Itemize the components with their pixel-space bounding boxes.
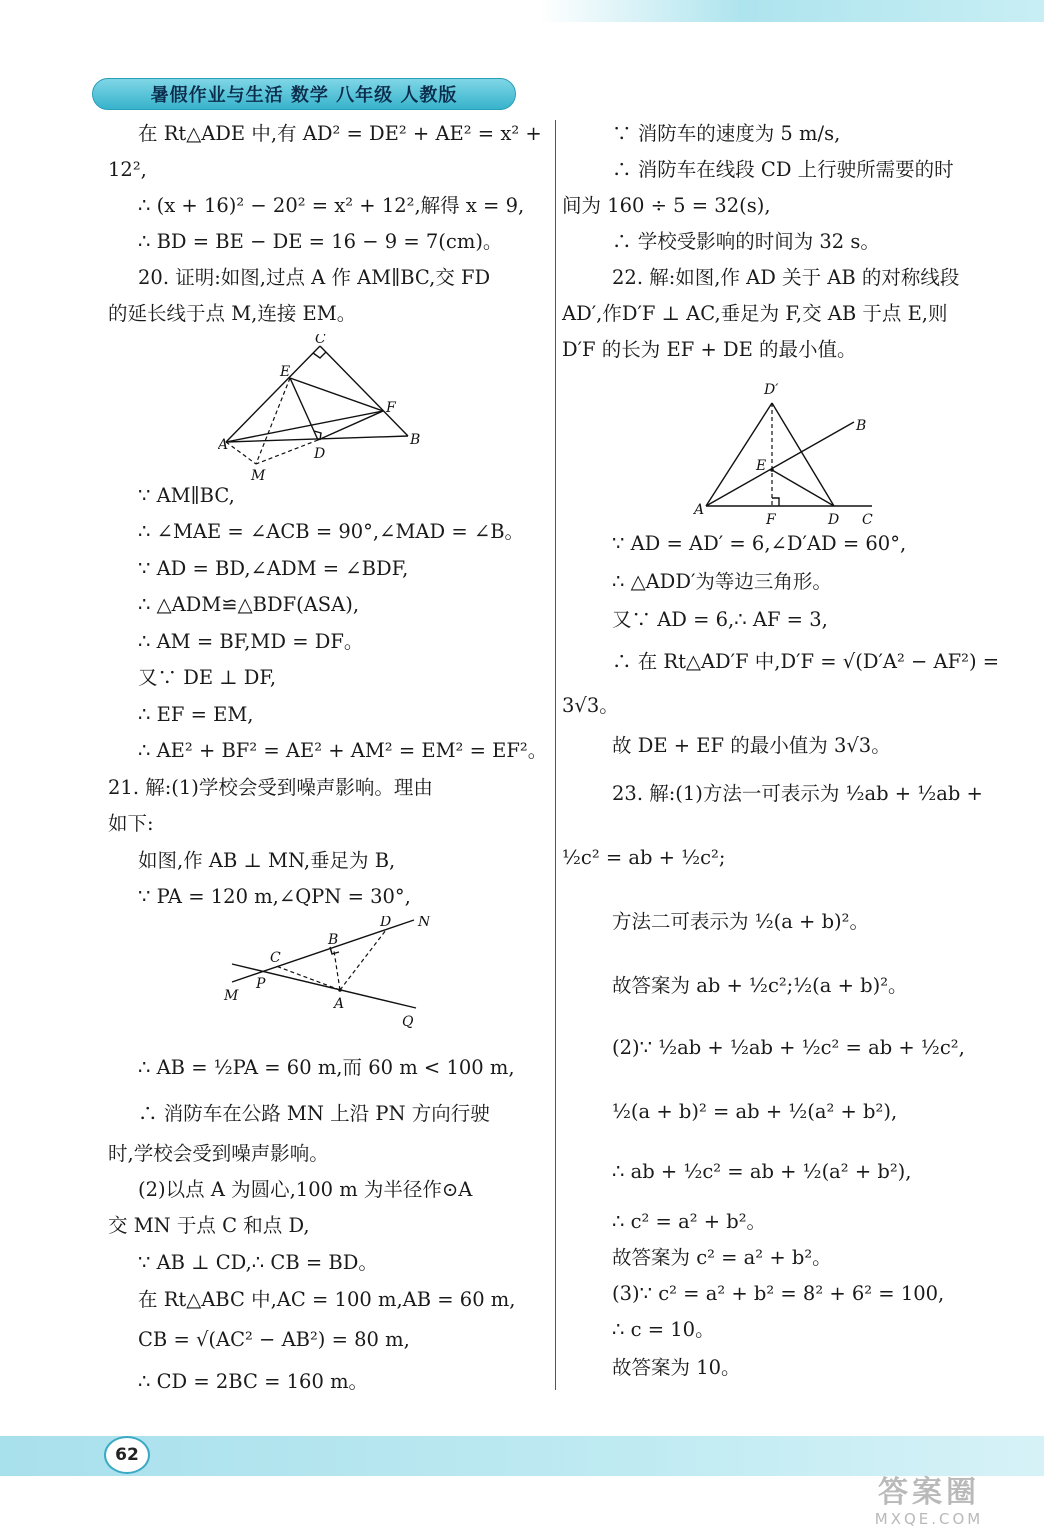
text-line: ∴ 消防车在线段 CD 上行驶所需要的时 bbox=[612, 158, 954, 181]
text-line: 在 Rt△ADE 中,有 AD² = DE² + AE² = x² + bbox=[138, 122, 542, 145]
vertex-label: D bbox=[314, 446, 326, 462]
text-line: 20. 证明:如图,过点 A 作 AM∥BC,交 FD bbox=[138, 266, 491, 289]
text-line: ∴ EF = EM, bbox=[138, 703, 254, 726]
text-line: ∴ BD = BE − DE = 16 − 9 = 7(cm)。 bbox=[138, 230, 503, 253]
text-line: 的延长线于点 M,连接 EM。 bbox=[108, 302, 357, 325]
point-label: M bbox=[224, 988, 239, 1004]
point-label: D′ bbox=[764, 382, 779, 398]
book-header-banner bbox=[92, 78, 516, 110]
text-line: 如图,作 AB ⊥ MN,垂足为 B, bbox=[138, 849, 396, 872]
point-label: N bbox=[418, 916, 431, 930]
text-line: ½c² = ab + ½c²; bbox=[562, 846, 726, 869]
point-label: C bbox=[862, 512, 873, 526]
vertex-label: F bbox=[386, 400, 396, 416]
point-label: A bbox=[334, 996, 345, 1012]
text-line: ∴ 学校受影响的时间为 32 s。 bbox=[612, 230, 880, 253]
text-line: 又∵ AD = 6,∴ AF = 3, bbox=[612, 608, 828, 631]
text-line: ∴ AB = ½PA = 60 m,而 60 m < 100 m, bbox=[138, 1056, 515, 1079]
point-label: D bbox=[380, 916, 392, 930]
triangle-figure-abc bbox=[218, 334, 428, 494]
text-line: 故 DE + EF 的最小值为 3√3。 bbox=[612, 734, 891, 757]
text-line: ∵ AD = BD,∠ADM = ∠BDF, bbox=[138, 557, 409, 580]
vertex-label: E bbox=[280, 364, 291, 380]
point-label: B bbox=[328, 932, 339, 948]
text-line: 3√3。 bbox=[562, 694, 619, 717]
text-line: (2)∵ ½ab + ½ab + ½c² = ab + ½c², bbox=[612, 1036, 965, 1059]
text-line: 22. 解:如图,作 AD 关于 AB 的对称线段 bbox=[612, 266, 960, 289]
text-line: ∴ ∠MAE = ∠ACB = 90°,∠MAD = ∠B。 bbox=[138, 520, 525, 543]
page-number bbox=[104, 1436, 150, 1474]
text-line: ∴ (x + 16)² − 20² = x² + 12²,解得 x = 9, bbox=[138, 194, 525, 217]
text-line: AD′,作D′F ⊥ AC,垂足为 F,交 AB 于点 E,则 bbox=[562, 302, 948, 325]
text-line: 时,学校会受到噪声影响。 bbox=[108, 1142, 329, 1165]
text-line: ∴ △ADM≌△BDF(ASA), bbox=[138, 593, 360, 616]
road-figure-mn bbox=[218, 916, 438, 1036]
text-line: CB = √(AC² − AB²) = 80 m, bbox=[138, 1328, 410, 1351]
text-line: (2)以点 A 为圆心,100 m 为半径作⊙A bbox=[138, 1178, 473, 1201]
site-watermark bbox=[834, 1476, 1024, 1532]
text-line: ∵ AB ⊥ CD,∴ CB = BD。 bbox=[138, 1251, 378, 1274]
vertex-label: C bbox=[315, 334, 326, 347]
text-line: 又∵ DE ⊥ DF, bbox=[138, 666, 277, 689]
text-line: ∴ AE² + BF² = AE² + AM² = EM² = EF²。 bbox=[138, 739, 548, 762]
text-line: ∴ △ADD′为等边三角形。 bbox=[612, 570, 832, 593]
watermark-logo-text: 答案圈 bbox=[878, 1475, 980, 1510]
text-line: ∴ AM = BF,MD = DF。 bbox=[138, 630, 364, 653]
text-line: ½(a + b)² = ab + ½(a² + b²), bbox=[612, 1100, 898, 1123]
vertex-label: A bbox=[218, 437, 229, 453]
text-line: 12², bbox=[108, 158, 147, 181]
text-line: ∴ c = 10。 bbox=[612, 1318, 715, 1341]
text-line: 故答案为 10。 bbox=[612, 1356, 741, 1379]
text-line: 交 MN 于点 C 和点 D, bbox=[108, 1214, 310, 1237]
top-decorative-band bbox=[540, 0, 1044, 22]
text-line: (3)∵ c² = a² + b² = 8² + 6² = 100, bbox=[612, 1282, 945, 1305]
watermark-url: MXQE.COM bbox=[874, 1510, 984, 1528]
text-line: 方法二可表示为 ½(a + b)²。 bbox=[612, 910, 869, 933]
text-line: 在 Rt△ABC 中,AC = 100 m,AB = 60 m, bbox=[138, 1288, 516, 1311]
point-label: E bbox=[756, 458, 767, 474]
point-label: P bbox=[256, 976, 266, 992]
text-line: ∴ 在 Rt△AD′F 中,D′F = √(D′A² − AF²) = bbox=[612, 650, 1000, 673]
point-label: D bbox=[828, 512, 840, 526]
point-label: B bbox=[856, 418, 867, 434]
text-line: ∵ 消防车的速度为 5 m/s, bbox=[612, 122, 841, 145]
text-line: 21. 解:(1)学校会受到噪声影响。理由 bbox=[108, 776, 433, 799]
point-label: Q bbox=[402, 1014, 414, 1030]
text-line: ∵ PA = 120 m,∠QPN = 30°, bbox=[138, 885, 411, 908]
text-line: 故答案为 ab + ½c²;½(a + b)²。 bbox=[612, 974, 908, 997]
text-line: 故答案为 c² = a² + b²。 bbox=[612, 1246, 832, 1269]
text-line: 如下: bbox=[108, 812, 154, 835]
text-line: ∵ AM∥BC, bbox=[138, 484, 235, 507]
text-line: 间为 160 ÷ 5 = 32(s), bbox=[562, 194, 771, 217]
bottom-decorative-band bbox=[0, 1436, 1044, 1476]
book-header-title: 暑假作业与生活 数学 八年级 人教版 bbox=[150, 85, 458, 106]
point-label: F bbox=[766, 512, 776, 526]
text-line: ∴ 消防车在公路 MN 上沿 PN 方向行驶 bbox=[138, 1102, 490, 1125]
point-label: A bbox=[694, 502, 705, 518]
reflection-figure bbox=[690, 372, 890, 526]
text-line: ∵ AD = AD′ = 6,∠D′AD = 60°, bbox=[612, 532, 907, 555]
point-label: C bbox=[270, 950, 281, 966]
text-line: ∴ ab + ½c² = ab + ½(a² + b²), bbox=[612, 1160, 912, 1183]
column-divider bbox=[555, 120, 556, 1390]
text-line: ∴ CD = 2BC = 160 m。 bbox=[138, 1370, 369, 1393]
vertex-label: M bbox=[251, 468, 266, 484]
text-line: 23. 解:(1)方法一可表示为 ½ab + ½ab + bbox=[612, 782, 983, 805]
text-line: D′F 的长为 EF + DE 的最小值。 bbox=[562, 338, 857, 361]
vertex-label: B bbox=[410, 432, 421, 448]
page-number-text: 62 bbox=[115, 1445, 139, 1465]
text-line: ∴ c² = a² + b²。 bbox=[612, 1210, 767, 1233]
